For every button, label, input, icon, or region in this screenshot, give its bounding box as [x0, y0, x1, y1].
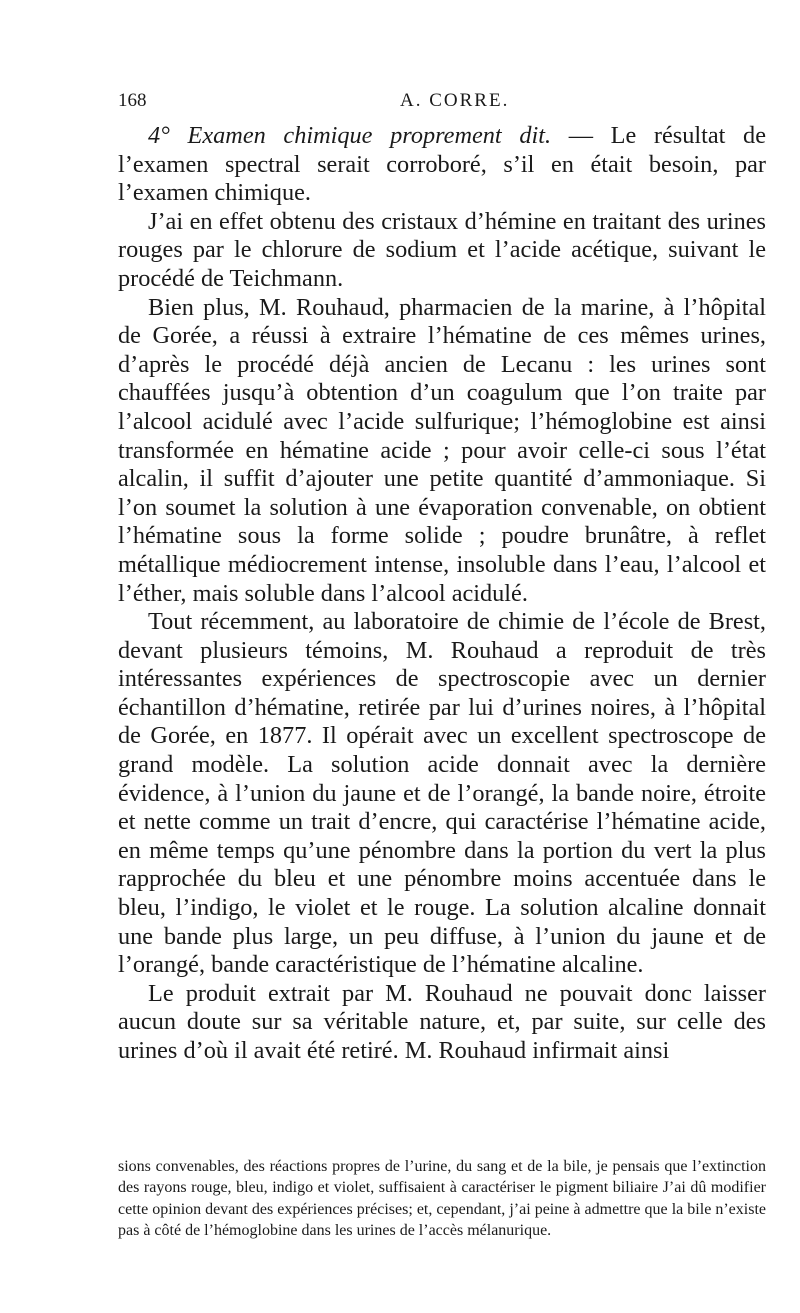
paragraph-2: J’ai en effet obtenu des cristaux d’hémine en traitant des urines rouges par le chlorure de sodium et l’acide acétique, suivant le procédé de Teichmann. — [118, 207, 766, 292]
paragraph-5: Le produit extrait par M. Rouhaud ne pouvait donc laisser aucun doute sur sa véritable nature, et, par suite, sur celle des urines d’où il avait été retiré. M. Rouhaud infirmait ainsi — [118, 979, 766, 1064]
page-number: 168 — [118, 90, 147, 111]
footnote — [118, 1156, 766, 1241]
paragraph-4: Tout récemment, au laboratoire de chimie de l’école de Brest, devant plusieurs témoins, M. Rouhaud a reproduit de très intéressantes expériences de spectroscopie avec un dernier échantillon d’hématine, retirée par lui d’urines noires, à l’hôpital de Gorée, en 1877. Il opérait avec un excellent spectroscope de grand modèle. La solution acide donnait avec la dernière évidence, à l’union du jaune et de l’orangé, la bande noire, étroite et nette comme un trait d’encre, qui caractérise l’hématine acide, en même temps qu’une pénombre dans la portion du vert la plus rapprochée du bleu et une pénombre moins accentuée dans le bleu, l’indigo, le violet et le rouge. La solution alcaline donnait une bande plus large, un peu diffuse, à l’union du jaune et de l’orangé, bande caractéristique de l’hématine alcaline. — [118, 608, 766, 979]
running-head: A. CORRE. — [400, 90, 510, 111]
section-heading: 4° Examen chimique proprement dit. — [148, 122, 552, 149]
body-text — [118, 122, 766, 1066]
page-header — [118, 90, 766, 124]
paragraph-3: Bien plus, M. Rouhaud, pharmacien de la marine, à l’hôpital de Gorée, a réussi à extraire l’hématine de ces mêmes urines, d’après le procédé déjà ancien de Lecanu : les urines sont chauffées jusqu’à obtention d’un coagulum que l’on traite par l’alcool acidulé avec l’acide sulfurique; l’hémoglobine est ainsi transformée en hématine acide ; pour avoir celle-ci sous l’état alcalin, il suffit d’ajouter une petite quantité d’ammoniaque. Si l’on soumet la solution à une évaporation convenable, on obtient l’hématine sous la forme solide ; poudre brunâtre, à reflet métallique médiocrement intense, insoluble dans l’eau, l’alcool et l’éther, mais soluble dans l’alcool acidulé. — [118, 293, 766, 607]
footnote-text: sions convenables, des réactions propres de l’urine, du sang et de la bile, je pensais que l’extinction des rayons rouge, bleu, indigo et violet, suffisaient à caractériser le pigment biliaire J’ai dû modifier cette opinion devant des expériences précises; et, cependant, j’ai peine à admettre que la bile n’existe pas à côté de l’hémoglobine dans les urines de l’accès mélanurique. — [118, 1158, 766, 1239]
paragraph-1-text: — Le résultat de l’examen spectral serait corroboré, s’il en était besoin, par l’examen chimique. — [118, 122, 766, 207]
paragraph-1 — [118, 122, 766, 208]
